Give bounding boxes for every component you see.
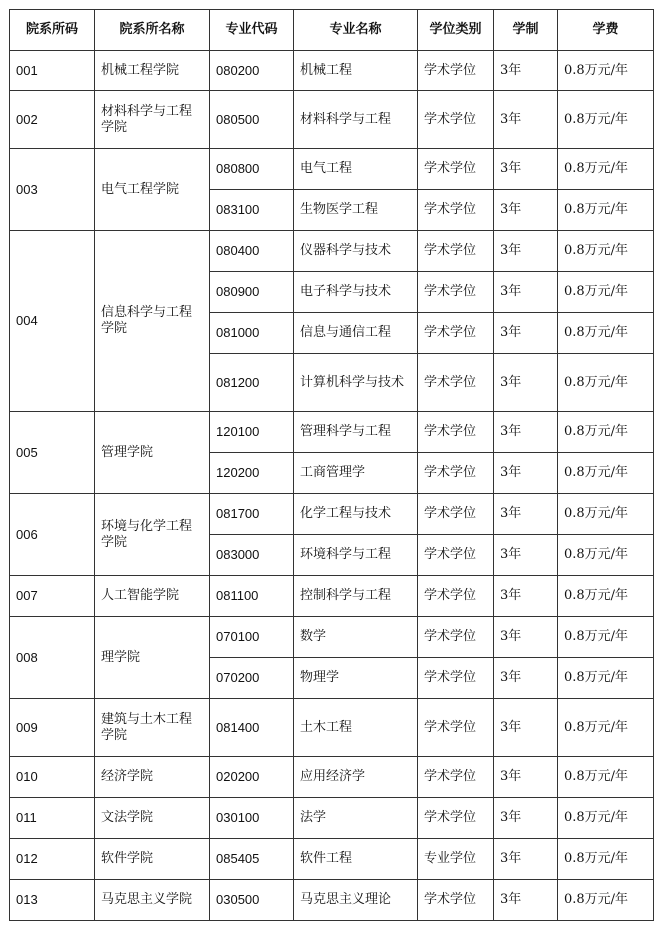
duration-cell: 3年 <box>494 453 558 494</box>
degree-type-cell: 学术学位 <box>418 190 494 231</box>
major-name-cell: 电气工程 <box>294 149 418 190</box>
degree-type-cell: 学术学位 <box>418 699 494 757</box>
header-dept-name: 院系所名称 <box>95 10 210 51</box>
major-code-cell: 081000 <box>210 313 294 354</box>
major-name-cell: 土木工程 <box>294 699 418 757</box>
dept-name-cell: 人工智能学院 <box>95 576 210 617</box>
tuition-cell: 0.8万元/年 <box>558 51 654 91</box>
table-row <box>10 149 654 190</box>
major-code-cell: 070100 <box>210 617 294 658</box>
table-row <box>10 576 654 617</box>
major-code-cell: 070200 <box>210 658 294 699</box>
duration-cell: 3年 <box>494 354 558 412</box>
table-row <box>10 757 654 798</box>
dept-code-cell: 001 <box>10 51 95 91</box>
major-name-cell: 机械工程 <box>294 51 418 91</box>
dept-code-cell: 008 <box>10 617 95 699</box>
tuition-cell: 0.8万元/年 <box>558 880 654 921</box>
duration-cell: 3年 <box>494 313 558 354</box>
degree-type-cell: 学术学位 <box>418 354 494 412</box>
tuition-cell: 0.8万元/年 <box>558 412 654 453</box>
duration-cell: 3年 <box>494 617 558 658</box>
major-name-cell: 马克思主义理论 <box>294 880 418 921</box>
duration-cell: 3年 <box>494 272 558 313</box>
header-degree-type: 学位类别 <box>418 10 494 51</box>
dept-name-cell: 软件学院 <box>95 839 210 880</box>
duration-cell: 3年 <box>494 798 558 839</box>
major-name-cell: 化学工程与技术 <box>294 494 418 535</box>
major-code-cell: 120200 <box>210 453 294 494</box>
major-code-cell: 080200 <box>210 51 294 91</box>
major-code-cell: 081100 <box>210 576 294 617</box>
degree-type-cell: 专业学位 <box>418 839 494 880</box>
duration-cell: 3年 <box>494 839 558 880</box>
dept-code-cell: 005 <box>10 412 95 494</box>
dept-code-cell: 011 <box>10 798 95 839</box>
degree-type-cell: 学术学位 <box>418 231 494 272</box>
tuition-cell: 0.8万元/年 <box>558 798 654 839</box>
dept-name-cell: 马克思主义学院 <box>95 880 210 921</box>
major-name-cell: 应用经济学 <box>294 757 418 798</box>
degree-type-cell: 学术学位 <box>418 494 494 535</box>
degree-type-cell: 学术学位 <box>418 272 494 313</box>
tuition-cell: 0.8万元/年 <box>558 272 654 313</box>
degree-type-cell: 学术学位 <box>418 149 494 190</box>
dept-name-cell: 经济学院 <box>95 757 210 798</box>
tuition-cell: 0.8万元/年 <box>558 149 654 190</box>
header-major-code: 专业代码 <box>210 10 294 51</box>
major-name-cell: 数学 <box>294 617 418 658</box>
duration-cell: 3年 <box>494 757 558 798</box>
degree-type-cell: 学术学位 <box>418 757 494 798</box>
table-row <box>10 880 654 921</box>
dept-code-cell: 010 <box>10 757 95 798</box>
tuition-cell: 0.8万元/年 <box>558 91 654 149</box>
major-code-cell: 083100 <box>210 190 294 231</box>
table-row <box>10 51 654 91</box>
tuition-cell: 0.8万元/年 <box>558 839 654 880</box>
degree-type-cell: 学术学位 <box>418 798 494 839</box>
degree-type-cell: 学术学位 <box>418 51 494 91</box>
header-dept-code: 院系所码 <box>10 10 95 51</box>
degree-type-cell: 学术学位 <box>418 412 494 453</box>
degree-type-cell: 学术学位 <box>418 617 494 658</box>
duration-cell: 3年 <box>494 91 558 149</box>
major-name-cell: 电子科学与技术 <box>294 272 418 313</box>
duration-cell: 3年 <box>494 412 558 453</box>
major-code-cell: 085405 <box>210 839 294 880</box>
degree-type-cell: 学术学位 <box>418 313 494 354</box>
duration-cell: 3年 <box>494 494 558 535</box>
major-code-cell: 081400 <box>210 699 294 757</box>
dept-code-cell: 013 <box>10 880 95 921</box>
tuition-cell: 0.8万元/年 <box>558 576 654 617</box>
degree-type-cell: 学术学位 <box>418 658 494 699</box>
degree-type-cell: 学术学位 <box>418 91 494 149</box>
major-name-cell: 管理科学与工程 <box>294 412 418 453</box>
dept-code-cell: 006 <box>10 494 95 576</box>
degree-type-cell: 学术学位 <box>418 880 494 921</box>
dept-code-cell: 004 <box>10 231 95 412</box>
major-code-cell: 120100 <box>210 412 294 453</box>
duration-cell: 3年 <box>494 535 558 576</box>
header-row <box>10 10 654 51</box>
dept-name-cell: 机械工程学院 <box>95 51 210 91</box>
major-code-cell: 080500 <box>210 91 294 149</box>
table-row <box>10 798 654 839</box>
dept-code-cell: 007 <box>10 576 95 617</box>
major-name-cell: 物理学 <box>294 658 418 699</box>
table-row <box>10 839 654 880</box>
table-row <box>10 699 654 757</box>
major-name-cell: 计算机科学与技术 <box>294 354 418 412</box>
major-name-cell: 仪器科学与技术 <box>294 231 418 272</box>
major-code-cell: 080900 <box>210 272 294 313</box>
tuition-cell: 0.8万元/年 <box>558 757 654 798</box>
dept-code-cell: 012 <box>10 839 95 880</box>
duration-cell: 3年 <box>494 880 558 921</box>
header-tuition: 学费 <box>558 10 654 51</box>
tuition-cell: 0.8万元/年 <box>558 535 654 576</box>
tuition-cell: 0.8万元/年 <box>558 231 654 272</box>
dept-code-cell: 009 <box>10 699 95 757</box>
degree-type-cell: 学术学位 <box>418 576 494 617</box>
major-name-cell: 生物医学工程 <box>294 190 418 231</box>
major-code-cell: 081700 <box>210 494 294 535</box>
dept-code-cell: 003 <box>10 149 95 231</box>
major-code-cell: 020200 <box>210 757 294 798</box>
tuition-cell: 0.8万元/年 <box>558 617 654 658</box>
tuition-cell: 0.8万元/年 <box>558 494 654 535</box>
dept-name-cell: 理学院 <box>95 617 210 699</box>
duration-cell: 3年 <box>494 576 558 617</box>
tuition-cell: 0.8万元/年 <box>558 453 654 494</box>
table-row <box>10 617 654 658</box>
header-major-name: 专业名称 <box>294 10 418 51</box>
dept-name-cell: 环境与化学工程学院 <box>95 494 210 576</box>
tuition-cell: 0.8万元/年 <box>558 699 654 757</box>
table-row <box>10 231 654 272</box>
program-table <box>9 9 654 921</box>
duration-cell: 3年 <box>494 190 558 231</box>
table-row <box>10 91 654 149</box>
major-name-cell: 材料科学与工程 <box>294 91 418 149</box>
major-code-cell: 080400 <box>210 231 294 272</box>
major-code-cell: 083000 <box>210 535 294 576</box>
dept-name-cell: 建筑与土木工程学院 <box>95 699 210 757</box>
header-duration: 学制 <box>494 10 558 51</box>
duration-cell: 3年 <box>494 231 558 272</box>
tuition-cell: 0.8万元/年 <box>558 354 654 412</box>
major-name-cell: 控制科学与工程 <box>294 576 418 617</box>
dept-code-cell: 002 <box>10 91 95 149</box>
major-name-cell: 环境科学与工程 <box>294 535 418 576</box>
table-row <box>10 412 654 453</box>
duration-cell: 3年 <box>494 149 558 190</box>
duration-cell: 3年 <box>494 699 558 757</box>
dept-name-cell: 管理学院 <box>95 412 210 494</box>
duration-cell: 3年 <box>494 658 558 699</box>
major-name-cell: 法学 <box>294 798 418 839</box>
major-code-cell: 030500 <box>210 880 294 921</box>
major-name-cell: 软件工程 <box>294 839 418 880</box>
dept-name-cell: 文法学院 <box>95 798 210 839</box>
major-name-cell: 信息与通信工程 <box>294 313 418 354</box>
major-name-cell: 工商管理学 <box>294 453 418 494</box>
dept-name-cell: 信息科学与工程学院 <box>95 231 210 412</box>
tuition-cell: 0.8万元/年 <box>558 190 654 231</box>
duration-cell: 3年 <box>494 51 558 91</box>
degree-type-cell: 学术学位 <box>418 453 494 494</box>
degree-type-cell: 学术学位 <box>418 535 494 576</box>
major-code-cell: 081200 <box>210 354 294 412</box>
tuition-cell: 0.8万元/年 <box>558 313 654 354</box>
table-row <box>10 494 654 535</box>
dept-name-cell: 材料科学与工程学院 <box>95 91 210 149</box>
dept-name-cell: 电气工程学院 <box>95 149 210 231</box>
tuition-cell: 0.8万元/年 <box>558 658 654 699</box>
major-code-cell: 080800 <box>210 149 294 190</box>
major-code-cell: 030100 <box>210 798 294 839</box>
